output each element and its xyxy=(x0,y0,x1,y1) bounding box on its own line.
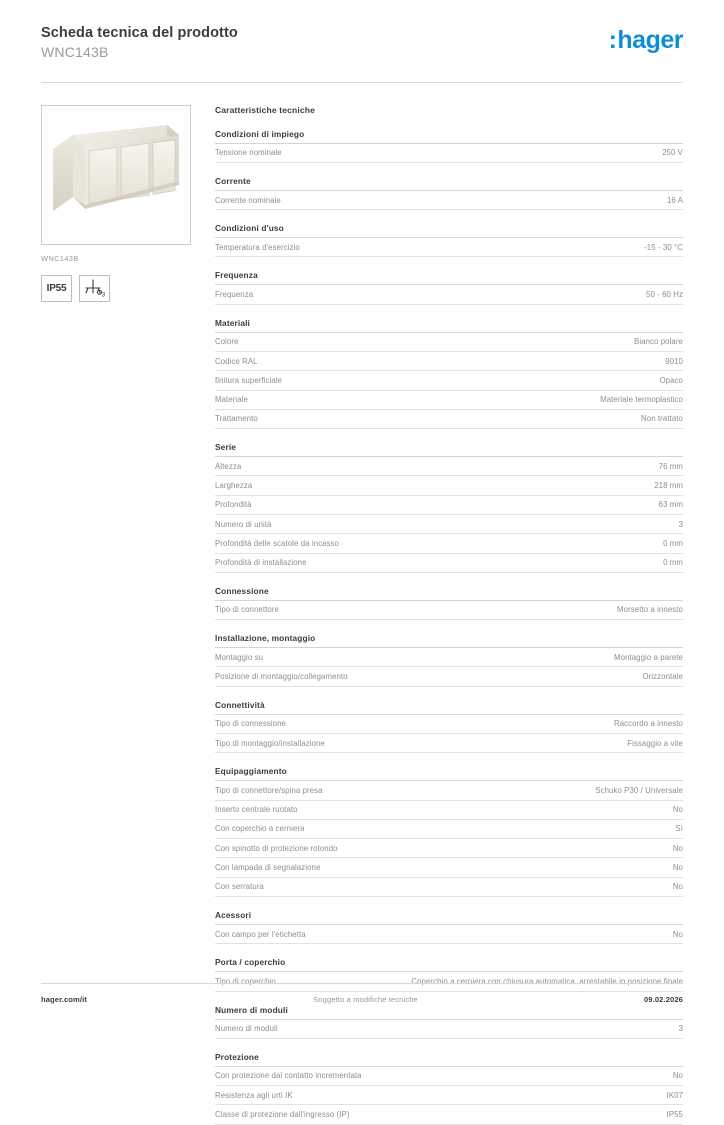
spec-row-value: Orizzontale xyxy=(642,672,683,681)
specifications-column xyxy=(215,105,683,1125)
spec-section xyxy=(215,633,683,687)
product-column xyxy=(41,105,193,302)
spec-section xyxy=(215,442,683,573)
product-image-caption: WNC143B xyxy=(41,253,79,263)
specifications-title: Caratteristiche tecniche xyxy=(215,104,315,115)
spec-section-heading: Frequenza xyxy=(215,270,683,285)
spec-row xyxy=(215,820,683,839)
spec-row-value: Sì xyxy=(675,824,683,834)
spec-row xyxy=(215,457,683,476)
page-content xyxy=(41,105,683,1125)
spec-row xyxy=(215,238,683,257)
spec-row xyxy=(215,1020,683,1039)
spec-row-value: Raccordo a innesto xyxy=(614,719,683,729)
spec-row xyxy=(215,858,683,877)
spec-row-value: 0 mm xyxy=(663,558,683,568)
spec-section xyxy=(215,176,683,210)
spec-row-value: 16 A xyxy=(666,195,683,205)
spec-row-value: Coperchio a cerniera con chiusura automatica, arrestabile in posizione finale xyxy=(411,976,683,986)
spec-row xyxy=(215,925,683,944)
spec-row-value: Opaco xyxy=(659,375,683,385)
spec-row-value: 76 mm xyxy=(658,461,683,471)
spec-row xyxy=(215,285,683,304)
spec-section-heading: Condizioni d'uso xyxy=(215,223,683,238)
spec-row-label: Tensione nominale xyxy=(215,148,282,158)
spec-section xyxy=(215,586,683,620)
spec-row xyxy=(215,1086,683,1105)
spec-section-heading: Protezione xyxy=(215,1052,683,1067)
spec-row-value: 250 V xyxy=(662,148,683,158)
spec-row-value: No xyxy=(672,843,683,853)
spec-row-label: Profondità delle scatole da incasso xyxy=(215,538,339,548)
spec-section-heading: Acessori xyxy=(215,910,683,925)
spec-section xyxy=(215,1005,683,1039)
spec-row xyxy=(215,801,683,820)
spec-row-label: Montaggio su xyxy=(215,652,264,662)
unit-count-badge xyxy=(79,275,110,302)
spec-row-value: Materiale termoplastico xyxy=(600,395,683,405)
spec-section-heading: Installazione, montaggio xyxy=(215,633,683,648)
spec-row-label: Corrente nominale xyxy=(215,195,281,205)
spec-row-label: Altezza xyxy=(215,461,242,471)
spec-section-heading: Corrente xyxy=(215,176,683,191)
spec-row xyxy=(215,667,683,686)
spec-row xyxy=(215,839,683,858)
spec-row-label: Larghezza xyxy=(215,481,253,491)
spec-row xyxy=(215,878,683,897)
spec-row xyxy=(215,496,683,515)
spec-row-label: Tipo di connessione xyxy=(215,719,286,729)
spec-row-label: Materiale xyxy=(215,395,248,405)
spec-row-value: Montaggio a parete xyxy=(614,652,683,662)
spec-row-label: Classe di protezione dall'ingresso (IP) xyxy=(215,1109,350,1119)
footer-website-link[interactable]: hager.com/it xyxy=(41,995,87,1004)
spec-row xyxy=(215,601,683,620)
spec-row-value: No xyxy=(672,929,683,939)
spec-row-value: -15 - 30 °C xyxy=(644,242,683,252)
spec-row-value: 50 - 60 Hz xyxy=(646,290,683,300)
page-title: Scheda tecnica del prodotto xyxy=(41,25,238,41)
logo-wordmark: hager xyxy=(617,26,683,54)
spec-row xyxy=(215,391,683,410)
spec-row xyxy=(215,734,683,753)
spec-row-value: 9010 xyxy=(665,356,683,366)
spec-section xyxy=(215,1052,683,1125)
spec-row-value: No xyxy=(672,805,683,815)
socket-outlet-icon xyxy=(83,278,107,298)
spec-row xyxy=(215,1105,683,1124)
spec-row-value: 63 mm xyxy=(658,500,683,510)
footer-disclaimer: Soggetto a modifiche tecniche xyxy=(313,995,418,1004)
ip-rating-badge-label: IP55 xyxy=(46,282,67,294)
hager-logo xyxy=(609,24,683,55)
spec-row xyxy=(215,476,683,495)
spec-section-heading: Connessione xyxy=(215,586,683,601)
spec-section-heading: Connettività xyxy=(215,700,683,715)
spec-section xyxy=(215,270,683,304)
spec-row-value: Non trattato xyxy=(641,414,683,424)
spec-row-label: Tipo di connettore/spina presa xyxy=(215,785,323,795)
spec-row-label: Con serratura xyxy=(215,882,264,892)
spec-row-label: Frequenza xyxy=(215,290,254,300)
spec-row xyxy=(215,534,683,553)
product-reference: WNC143B xyxy=(41,44,109,61)
spec-section xyxy=(215,318,683,429)
spec-row-label: Con protezione dal contatto incrementata xyxy=(215,1071,362,1081)
spec-row-value: Fissaggio a vite xyxy=(627,738,683,748)
spec-section-heading: Materiali xyxy=(215,318,683,333)
spec-row-value: Schuko P30 / Universale xyxy=(595,785,683,795)
spec-row-label: Numero di unità xyxy=(215,519,272,529)
spec-section-heading: Numero di moduli xyxy=(215,1005,683,1020)
spec-row xyxy=(215,715,683,734)
spec-row-label: Tipo di montaggio/installazione xyxy=(215,738,325,748)
spec-row-value: No xyxy=(672,862,683,872)
specifications-sections xyxy=(215,129,683,1125)
spec-row-label: Temperatura d'esercizio xyxy=(215,242,300,252)
spec-row xyxy=(215,515,683,534)
spec-row-label: Con coperchio a cerniera xyxy=(215,824,305,834)
spec-row-label: Codice RAL xyxy=(215,356,258,366)
spec-row-value: 218 mm xyxy=(654,481,683,491)
spec-row-label: Profondità xyxy=(215,500,252,510)
spec-row-label: Resistenza agli urti IK xyxy=(215,1090,293,1100)
spec-row xyxy=(215,191,683,210)
spec-row-value: No xyxy=(672,882,683,892)
spec-row-label: Posizione di montaggio/collegamento xyxy=(215,672,348,681)
spec-row-label: Con lampada di segnalazione xyxy=(215,862,321,872)
spec-section xyxy=(215,223,683,257)
spec-row-label: Trattamento xyxy=(215,414,258,424)
spec-row-label: Tipo di coperchio xyxy=(215,976,276,986)
spec-section xyxy=(215,129,683,163)
spec-row-label: Con campo per l'etichetta xyxy=(215,929,306,939)
title-block xyxy=(41,24,238,62)
spec-row-value: 0 mm xyxy=(663,538,683,548)
spec-section xyxy=(215,766,683,897)
spec-row xyxy=(215,410,683,429)
spec-row-value: 3 xyxy=(678,1024,683,1034)
spec-row-value: IP55 xyxy=(666,1109,683,1119)
spec-row-label: finitura superficiale xyxy=(215,375,283,385)
spec-row xyxy=(215,352,683,371)
spec-row-label: Colore xyxy=(215,337,239,347)
unit-count-badge-label: 3 xyxy=(101,291,105,299)
spec-row xyxy=(215,333,683,352)
product-illustration-icon xyxy=(43,113,189,237)
spec-row-value: No xyxy=(672,1071,683,1081)
spec-section-heading: Serie xyxy=(215,442,683,457)
header-divider xyxy=(41,82,683,83)
product-badges xyxy=(41,275,193,302)
spec-section xyxy=(215,700,683,754)
footer-date: 09.02.2026 xyxy=(643,995,683,1004)
spec-row xyxy=(215,144,683,163)
spec-row xyxy=(215,371,683,390)
spec-section-heading: Equipaggiamento xyxy=(215,766,683,781)
spec-section-heading: Condizioni di impiego xyxy=(215,129,683,144)
spec-row-value: Morsetto a innesto xyxy=(617,605,683,615)
spec-section xyxy=(215,910,683,944)
logo-colon-mark: : xyxy=(608,26,617,54)
spec-section-heading: Porta / coperchio xyxy=(215,957,683,972)
spec-row-label: Con spinotto di protezione rotondo xyxy=(215,843,338,853)
spec-row-value: Bianco polare xyxy=(634,337,683,347)
ip-rating-badge xyxy=(41,275,72,302)
spec-row xyxy=(215,554,683,573)
product-image-box xyxy=(41,105,191,245)
spec-row xyxy=(215,648,683,667)
spec-row-label: Tipo di connettore xyxy=(215,605,279,615)
spec-row-value: IK07 xyxy=(666,1090,683,1100)
spec-row xyxy=(215,1067,683,1086)
spec-row-label: Profondità di installazione xyxy=(215,558,307,568)
page-header xyxy=(41,0,683,62)
spec-row-label: Numero di moduli xyxy=(215,1024,278,1034)
spec-row-label: Inserto centrale ruotato xyxy=(215,805,298,815)
spec-row-value: 3 xyxy=(678,519,683,529)
spec-row xyxy=(215,781,683,800)
page-footer xyxy=(41,983,683,1004)
